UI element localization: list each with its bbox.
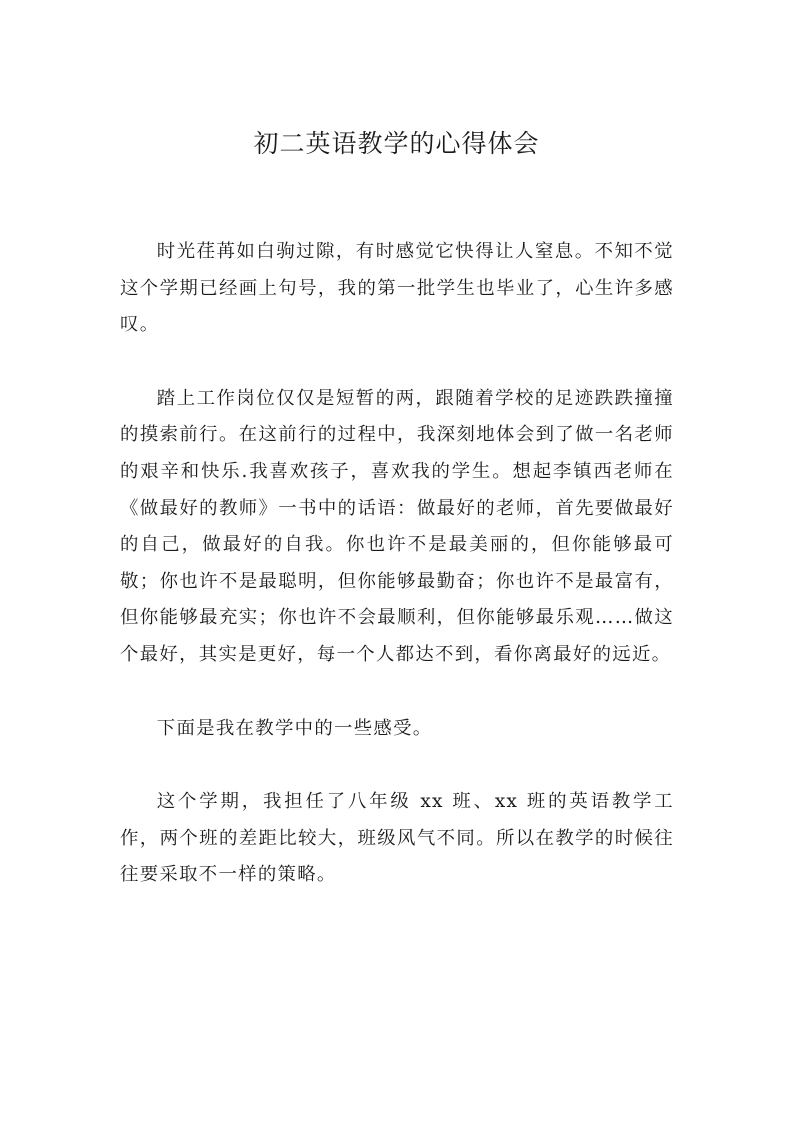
document-title: 初二英语教学的心得体会: [253, 129, 540, 158]
paragraph-4: 这个学期，我担任了八年级 xx 班、xx 班的英语教学工作，两个班的差距比较大，班级风气不同。所以在教学的时候往往要采取不一样的策略。: [120, 791, 674, 886]
paragraph-3: 下面是我在教学中的一些感受。: [156, 717, 433, 739]
paragraph-1: 时光荏苒如白驹过隙，有时感觉它快得让人窒息。不知不觉这个学期已经画上句号，我的第一批学生也毕业了，心生许多感叹。: [120, 241, 674, 336]
document-body: [120, 234, 674, 931]
paragraph-2: 踏上工作岗位仅仅是短暂的两，跟随着学校的足迹跌跌撞撞的摸索前行。在这前行的过程中，我深刻地体会到了做一名老师的艰辛和快乐.我喜欢孩子，喜欢我的学生。想起李镇西老师在《做最好的教师》一书中的话语：做最好的老师，首先要做最好的自己，做最好的自我。你也许不是最美丽的，但你能够最可敬；你也许不是最聪明，但你能够最勤奋；你也许不是最富有，但你能够最充实；你也许不会最顺利，但你能够最乐观……做这个最好，其实是更好，每一个人都达不到，看你离最好的远近。: [120, 387, 674, 665]
